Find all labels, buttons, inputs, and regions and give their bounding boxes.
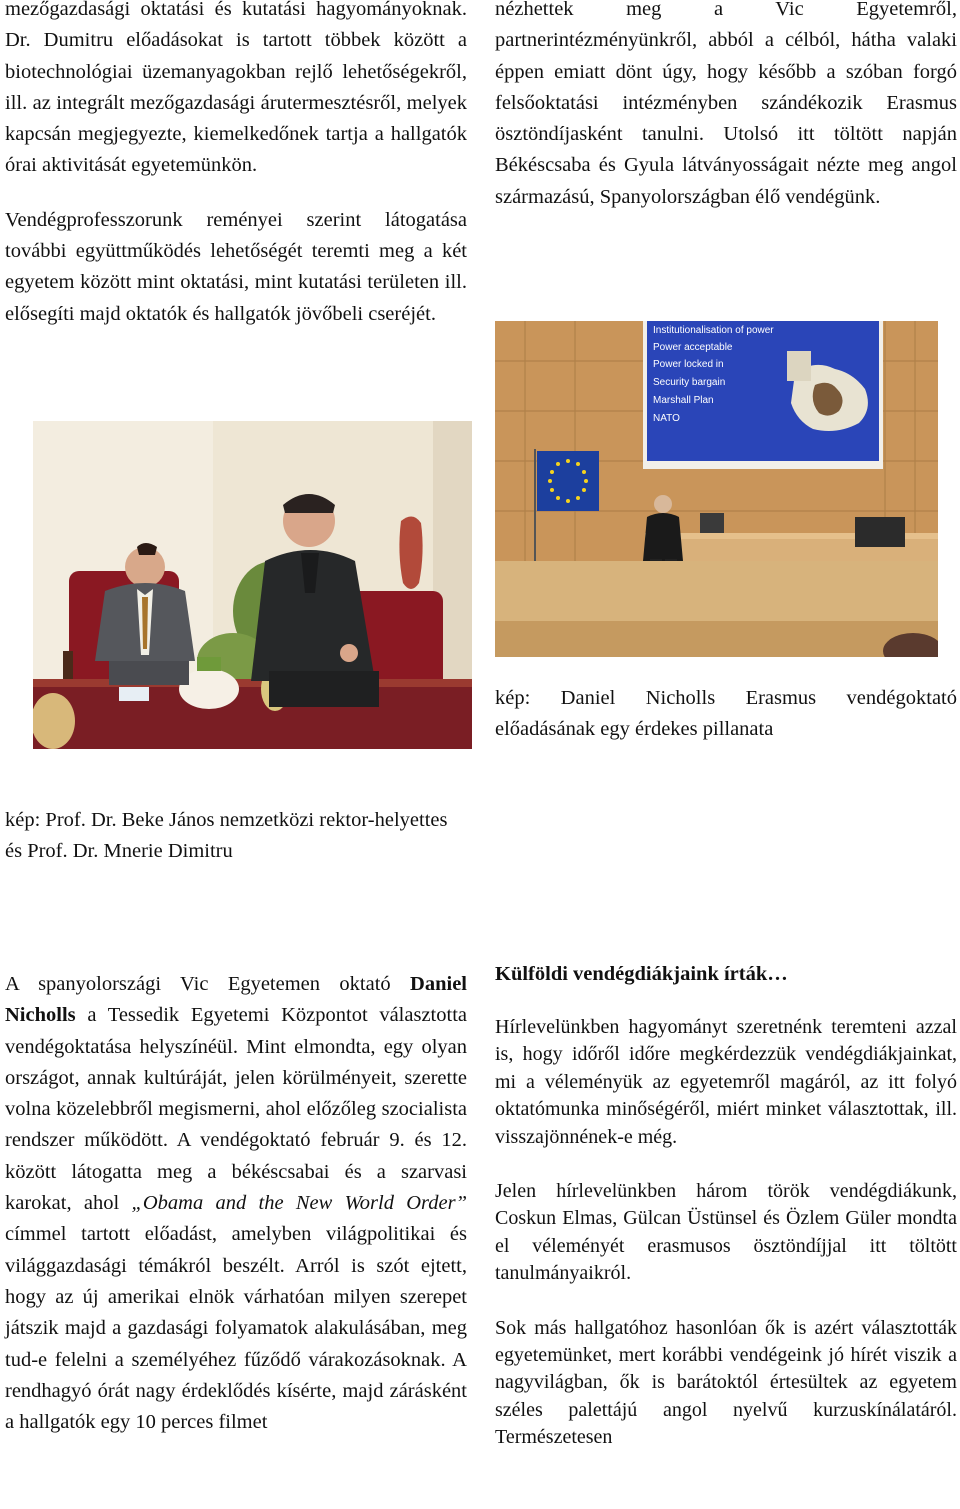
professors-photo-caption: kép: Prof. Dr. Beke János nemzetközi rektor-helyettes és Prof. Dr. Mnerie Dimitru (5, 809, 448, 863)
lecture-summary-text: címmel tartott előadást, amelyben világpolitikai és világgazdasági témákról beszélt. Arról is szót ejtett, hogy az új amerikai elnök várhatóan milyen szerepet játszik majd a gazdasági folyamatok alakulásában, meg tud-e felelni a személyéhez fűződő várakozásoknak. A rendhagyó órát nagy érdeklődés kísérte, majd zárásként a hallgatók egy 10 perces filmet (5, 1223, 467, 1434)
slide-item-3: Power locked in (653, 359, 724, 370)
paragraph-reasons: Sok más hallgatóhoz hasonlóan ők is azért választották egyetemünket, mert korábbi vendégeink jó hírét viszik a nagyvilágban, ők is barátoktól értesültek az egyetem széles palettájú angol nyelvű kurzuskínálatáról. Természetesen (495, 1316, 957, 1449)
slide-item-5: Marshall Plan (653, 395, 714, 406)
paragraph-newsletter-tradition: Hírlevelünkben hagyományt szeretnénk teremteni azzal is, hogy időről időre megkérdezzük vendégdiákjainkat, mi a véleményük az egyetemről magáról, az itt folyó oktatómunka minőségéről, miért minket választottak, ill. visszajönnének-e még. (495, 1016, 957, 1148)
professors-photo-caption-block (5, 805, 467, 868)
lecture-photo (495, 321, 938, 657)
right-top-column (495, 0, 957, 213)
lecture-title: „Obama and the New World Order” (131, 1192, 468, 1215)
paragraph-turkish-students: Jelen hírlevelünkben három török vendégdiákunk, Coskun Elmas, Gülcan Üstünsel és Özlem Güler mondta el véleményét erasmusos ösztöndíjjal itt töltött tanulmányaikról. (495, 1180, 957, 1285)
paragraph-vic-film: nézhettek meg a Vic Egyetemről, partnerintézményünkről, abból a célból, hátha valaki éppen emiatt dönt úgy, hogy később a szóban forgó felsőoktatási intézményben szándékozik Erasmus ösztöndíjasként tanulni. Utolsó itt töltött napján Békéscsaba és Gyula látványosságait nézte meg angol származású, Spanyolországban élő vendégünk. (495, 0, 957, 208)
left-top-column (5, 0, 467, 330)
intro-text: A spanyolországi Vic Egyetemen oktató (5, 973, 411, 995)
slide-item-2: Power acceptable (653, 342, 733, 353)
slide-item-6: NATO (653, 413, 680, 424)
slide-item-4: Security bargain (653, 377, 726, 388)
left-bottom-column (5, 969, 467, 1438)
lecture-photo-caption: kép: Daniel Nicholls Erasmus vendégoktató előadásának egy érdekes pillanata (495, 687, 957, 741)
visit-text: a Tessedik Egyetemi Központot választotta vendégoktatása helyszínéül. Mint elmondta, egy olyan országot, annak kultúráját, jelen körülményeit, szerette volna közelebbről megismerni, ahol előzőleg szocialista rendszer működött. A vendégoktató február 9. és 12. között látogatta meg a békéscsabai és a szarvasi karokat, ahol (5, 1004, 467, 1215)
paragraph-dumitru-lectures: mezőgazdasági oktatási és kutatási hagyományoknak. Dr. Dumitru előadásokat is tartott többek között a biotechnológiai üzemanyagokban rejlő lehetőségekről, ill. az integrált mezőgazdasági árutermesztésről, melyek kapcsán megjegyezte, kiemelkedőnek tartja a hallgatók órai aktivitását egyetemünkön. (5, 0, 467, 177)
lecture-photo-caption-block (495, 683, 957, 746)
section-heading-foreign-students: Külföldi vendégdiákjaink írták… (495, 963, 788, 985)
guest-name: Daniel Nicholls (5, 973, 467, 1027)
right-bottom-column (495, 960, 957, 1452)
slide-item-1: Institutionalisation of power (653, 325, 774, 336)
professors-photo (33, 421, 472, 749)
paragraph-nicholls-visit (5, 969, 467, 1438)
paragraph-cooperation-hopes: Vendégprofesszorunk reményei szerint látogatása további együttműködés lehetőségét teremti meg a két egyetem között mint oktatási, mint kutatási területen ill. elősegíti majd oktatók és hallgatók jövőbeli cseréjét. (5, 208, 467, 325)
